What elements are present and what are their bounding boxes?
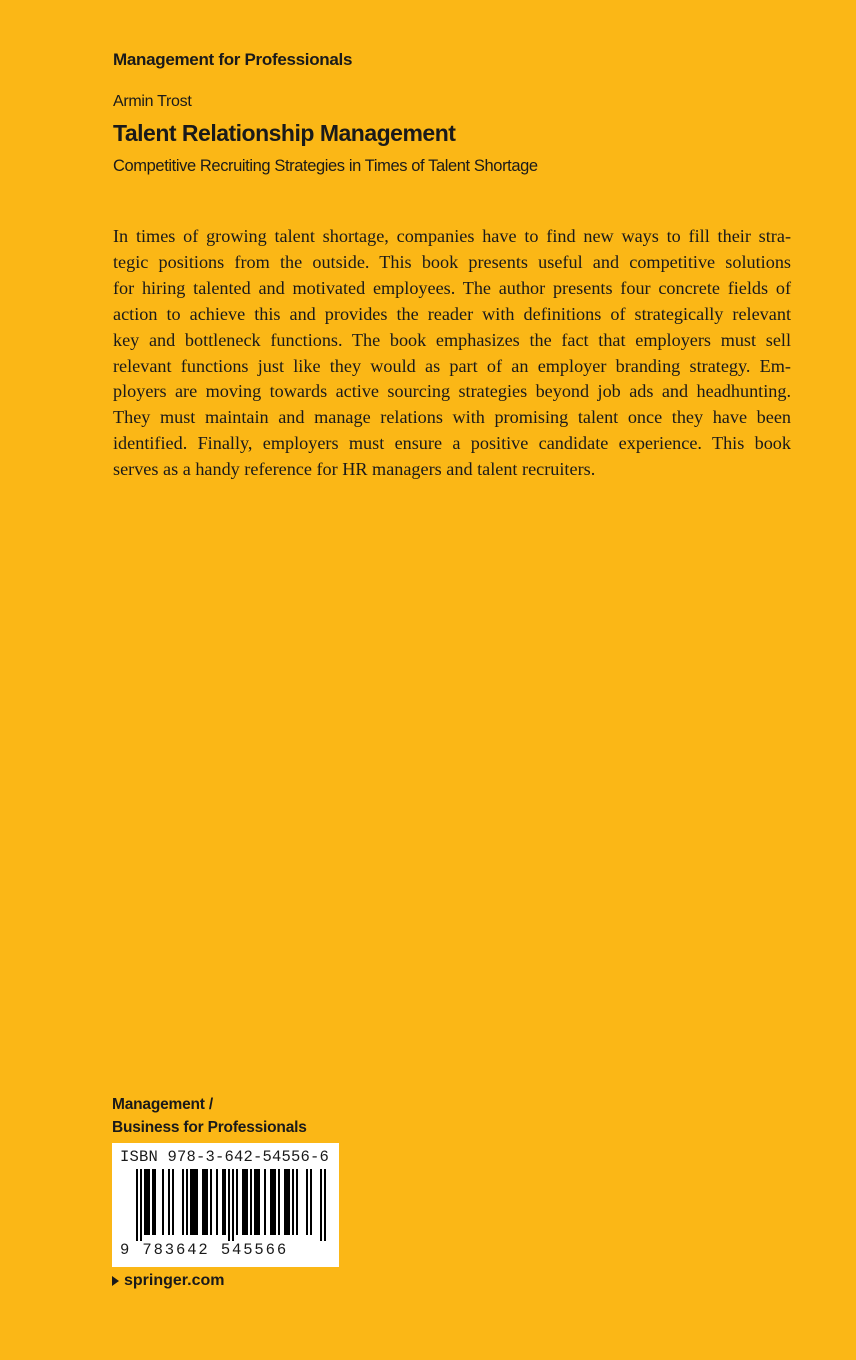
- barcode-bar: [168, 1169, 170, 1235]
- barcode-bar: [140, 1169, 142, 1241]
- barcode-bar: [202, 1169, 204, 1235]
- category-line-1: Management /: [112, 1096, 213, 1113]
- barcode-bar: [210, 1169, 212, 1235]
- book-title: Talent Relationship Management: [113, 120, 456, 146]
- barcode-bar: [216, 1169, 218, 1235]
- publisher-link[interactable]: [112, 1272, 224, 1290]
- author-name: Armin Trost: [113, 93, 192, 110]
- description-line: for hiring talented and motivated employees. The author presents four concrete fields of: [113, 277, 791, 298]
- barcode-bar: [296, 1169, 298, 1235]
- barcode-bar: [232, 1169, 234, 1241]
- barcode-bar: [194, 1169, 196, 1235]
- barcode-bar: [244, 1169, 246, 1235]
- description-line: tegic positions from the outside. This book presents useful and competitive solutions: [113, 251, 791, 272]
- series-name: Management for Professionals: [113, 50, 353, 69]
- isbn-label: ISBN 978-3-642-54556-6: [120, 1148, 330, 1166]
- barcode-bar: [274, 1169, 276, 1235]
- barcode-bar: [152, 1169, 154, 1235]
- barcode-bar: [224, 1169, 226, 1235]
- barcode-bar: [278, 1169, 280, 1235]
- barcode-bar: [190, 1169, 192, 1235]
- barcode-bar: [320, 1169, 322, 1241]
- barcode-bar: [246, 1169, 248, 1235]
- barcode-bar: [292, 1169, 294, 1235]
- barcode-bar: [204, 1169, 206, 1235]
- barcode-bar: [228, 1169, 230, 1241]
- description-line: action to achieve this and provides the reader with definitions of strategically relevant: [113, 303, 791, 324]
- book-description: [113, 224, 791, 483]
- barcode-bar: [272, 1169, 274, 1235]
- description-line: serves as a handy reference for HR managers and talent recruiters.: [113, 459, 596, 480]
- barcode-bar: [192, 1169, 194, 1235]
- barcode-bars: [112, 1169, 339, 1241]
- description-line: key and bottleneck functions. The book emphasizes the fact that employers must sell: [113, 329, 791, 350]
- barcode-bar: [148, 1169, 150, 1235]
- barcode-bar: [172, 1169, 174, 1235]
- arrow-right-icon: [112, 1276, 119, 1286]
- barcode-bar: [154, 1169, 156, 1235]
- barcode-bar: [256, 1169, 258, 1235]
- category-line-2: Business for Professionals: [112, 1119, 307, 1136]
- barcode-digits: 9 783642 545566: [120, 1241, 289, 1259]
- barcode-bar: [324, 1169, 326, 1241]
- barcode-bar: [222, 1169, 224, 1235]
- book-subtitle: Competitive Recruiting Strategies in Times of Talent Shortage: [113, 157, 538, 175]
- isbn-barcode: [112, 1143, 339, 1267]
- barcode-bar: [284, 1169, 286, 1235]
- barcode-bar: [182, 1169, 184, 1235]
- subject-category: [112, 1093, 307, 1139]
- barcode-bar: [306, 1169, 308, 1235]
- barcode-bar: [258, 1169, 260, 1235]
- description-line: relevant functions just like they would as part of an employer branding strategy. Em-: [113, 355, 791, 376]
- barcode-bar: [254, 1169, 256, 1235]
- barcode-bar: [264, 1169, 266, 1235]
- description-line: ployers are moving towards active sourcing strategies beyond job ads and headhunting.: [113, 381, 791, 402]
- barcode-bar: [236, 1169, 238, 1235]
- barcode-bar: [162, 1169, 164, 1235]
- barcode-bar: [250, 1169, 252, 1235]
- description-line: In times of growing talent shortage, companies have to find new ways to fill their stra-: [113, 226, 791, 246]
- barcode-bar: [270, 1169, 272, 1235]
- barcode-bar: [310, 1169, 312, 1235]
- barcode-bar: [242, 1169, 244, 1235]
- barcode-bar: [186, 1169, 188, 1235]
- barcode-bar: [196, 1169, 198, 1235]
- barcode-bar: [136, 1169, 138, 1241]
- description-line: identified. Finally, employers must ensure a positive candidate experience. This book: [113, 433, 791, 454]
- barcode-bar: [206, 1169, 208, 1235]
- barcode-bar: [144, 1169, 146, 1235]
- publisher-website: springer.com: [124, 1272, 225, 1289]
- barcode-bar: [286, 1169, 288, 1235]
- description-line: They must maintain and manage relations with promising talent once they have been: [113, 407, 791, 428]
- barcode-bar: [146, 1169, 148, 1235]
- barcode-bar: [288, 1169, 290, 1235]
